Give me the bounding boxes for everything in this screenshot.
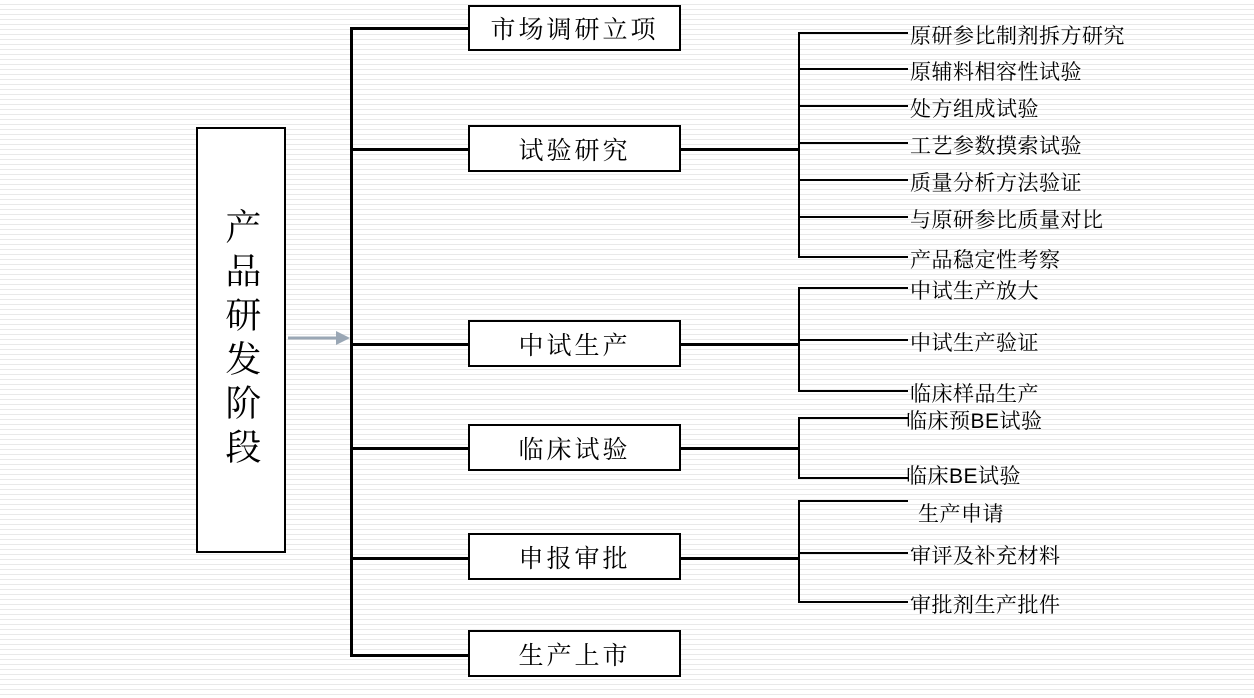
stage-label-market-research: 市场调研立项 <box>490 16 659 44</box>
stage-label-clinical-trial: 临床试验 <box>518 435 631 464</box>
leaf-line-da-1 <box>798 500 908 502</box>
leaf-da-2[interactable]: 审评及补充材料 <box>910 545 1061 568</box>
root-node[interactable] <box>196 127 286 553</box>
leaf-line-er-1 <box>798 32 908 34</box>
stage-node-production-launch[interactable] <box>468 630 681 677</box>
leaf-er-1[interactable]: 原研参比制剂拆方研究 <box>910 25 1125 48</box>
stage-label-production-launch: 生产上市 <box>518 641 631 670</box>
leaf-line-pp-2 <box>798 339 908 341</box>
branch-line-production-launch <box>350 654 470 657</box>
leaf-line-pp-3 <box>798 390 908 392</box>
branch-line-pilot-production <box>350 343 470 346</box>
sub-trunk-clinical-trial <box>798 417 800 477</box>
leaf-pp-1[interactable]: 中试生产放大 <box>910 280 1039 303</box>
branch-line-declaration-approval <box>350 557 470 560</box>
leaf-line-ct-2 <box>798 477 908 479</box>
stage-node-market-research[interactable] <box>468 5 681 51</box>
stage-label-declaration-approval: 申报审批 <box>518 544 631 573</box>
leaf-line-er-6 <box>798 216 908 218</box>
sub-trunk-declaration-approval <box>798 500 800 601</box>
leaf-line-er-7 <box>798 256 908 258</box>
trunk-vertical-line <box>350 28 353 656</box>
stage-label-experimental-research: 试验研究 <box>518 136 631 165</box>
sub-trunk-experimental-research <box>798 32 800 256</box>
root-node-label: 产品研发阶段 <box>220 208 262 472</box>
leaf-line-ct-1 <box>798 417 908 419</box>
stage-node-experimental-research[interactable] <box>468 125 681 172</box>
stage-node-pilot-production[interactable] <box>468 320 681 367</box>
leaf-line-er-4 <box>798 142 908 144</box>
stage-label-pilot-production: 中试生产 <box>518 331 631 360</box>
leaf-er-7[interactable]: 产品稳定性考察 <box>910 249 1061 272</box>
arrow-icon <box>288 326 350 350</box>
connector-pilot-production <box>681 343 799 346</box>
leaf-er-2[interactable]: 原辅料相容性试验 <box>910 61 1082 84</box>
stage-node-clinical-trial[interactable] <box>468 424 681 471</box>
leaf-line-pp-1 <box>798 287 908 289</box>
leaf-pp-2[interactable]: 中试生产验证 <box>910 332 1039 355</box>
leaf-er-4[interactable]: 工艺参数摸索试验 <box>910 135 1082 158</box>
leaf-er-5[interactable]: 质量分析方法验证 <box>910 172 1082 195</box>
leaf-ct-1[interactable]: 临床预BE试验 <box>906 410 1043 433</box>
leaf-da-1[interactable]: 生产申请 <box>918 503 1004 526</box>
connector-clinical-trial <box>681 447 799 450</box>
branch-line-market-research <box>350 27 470 30</box>
leaf-pp-3[interactable]: 临床样品生产 <box>910 383 1039 406</box>
leaf-line-er-5 <box>798 179 908 181</box>
connector-experimental-research <box>681 148 799 151</box>
leaf-line-da-3 <box>798 601 908 603</box>
stage-node-declaration-approval[interactable] <box>468 533 681 580</box>
connector-declaration-approval <box>681 557 799 560</box>
leaf-da-3[interactable]: 审批剂生产批件 <box>910 594 1061 617</box>
leaf-line-er-2 <box>798 68 908 70</box>
branch-line-experimental-research <box>350 148 470 151</box>
leaf-line-da-2 <box>798 552 908 554</box>
leaf-er-3[interactable]: 处方组成试验 <box>910 98 1039 121</box>
branch-line-clinical-trial <box>350 447 470 450</box>
leaf-ct-2[interactable]: 临床BE试验 <box>906 465 1022 488</box>
leaf-line-er-3 <box>798 105 908 107</box>
leaf-er-6[interactable]: 与原研参比质量对比 <box>910 209 1104 232</box>
